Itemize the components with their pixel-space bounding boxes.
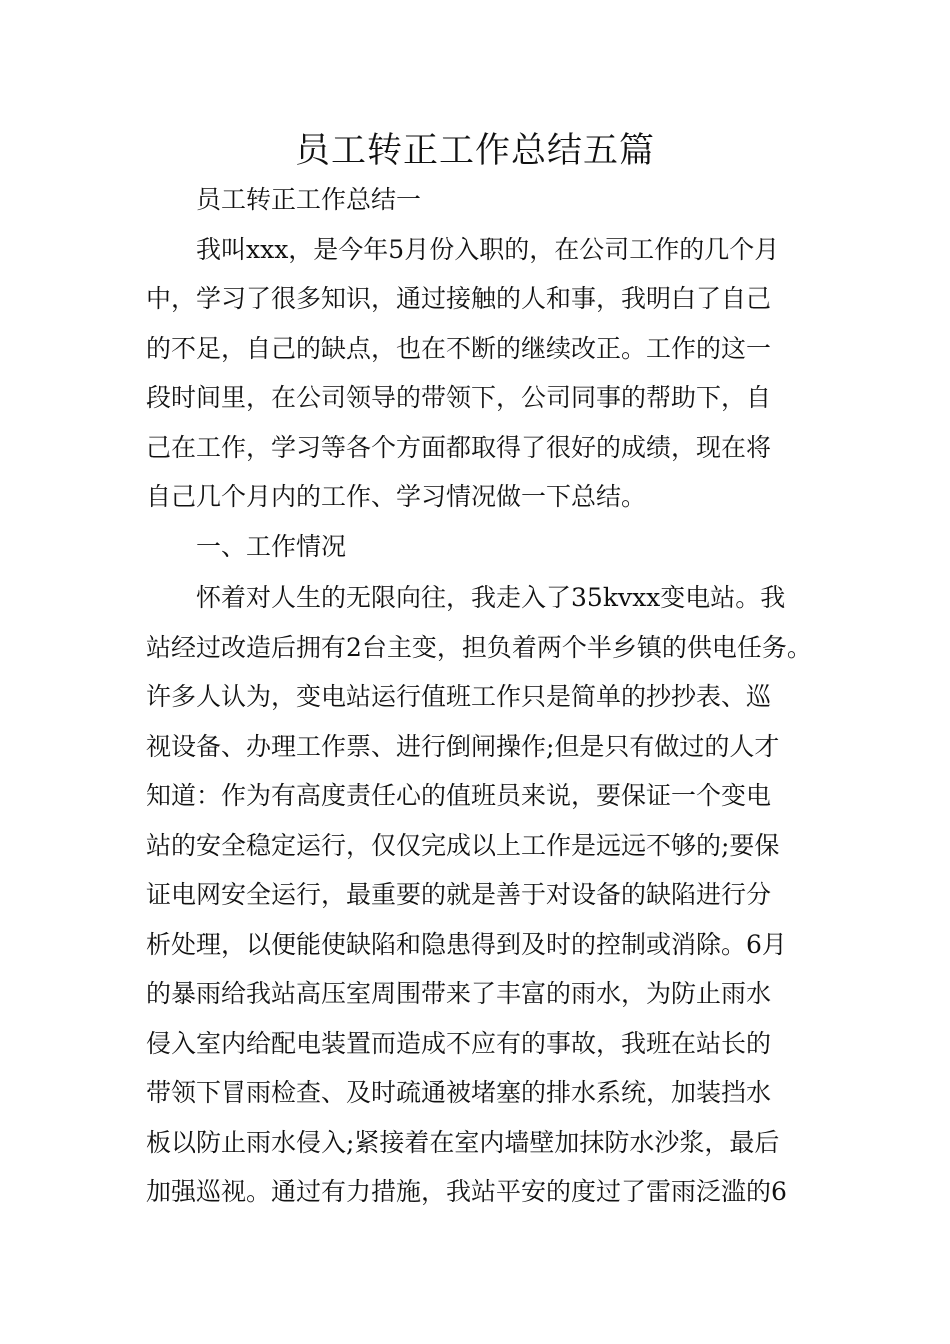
paragraph-line: 站经过改造后拥有2台主变，担负着两个半乡镇的供电任务。 xyxy=(146,633,812,662)
paragraph-line: 站的安全稳定运行，仅仅完成以上工作是远远不够的;要保 xyxy=(146,831,780,860)
paragraph-line: 析处理，以便能使缺陷和隐患得到及时的控制或消除。6月 xyxy=(146,930,787,959)
paragraph-line: 中，学习了很多知识，通过接触的人和事，我明白了自己 xyxy=(146,284,772,313)
paragraph-line: 知道：作为有高度责任心的值班员来说，要保证一个变电 xyxy=(146,781,772,810)
paragraph-line: 我叫xxx，是今年5月份入职的，在公司工作的几个月 xyxy=(196,235,780,264)
section-heading-1: 员工转正工作总结一 xyxy=(196,185,422,214)
paragraph-line: 证电网安全运行，最重要的就是善于对设备的缺陷进行分 xyxy=(146,880,772,909)
document-title: 员工转正工作总结五篇 xyxy=(294,131,655,171)
paragraph-line: 段时间里，在公司领导的带领下，公司同事的帮助下，自 xyxy=(146,383,772,412)
paragraph-line: 自己几个月内的工作、学习情况做一下总结。 xyxy=(146,482,647,511)
paragraph-line: 许多人认为，变电站运行值班工作只是简单的抄抄表、巡 xyxy=(146,682,772,711)
paragraph-line: 己在工作，学习等各个方面都取得了很好的成绩，现在将 xyxy=(146,433,772,462)
paragraph-line: 的不足，自己的缺点，也在不断的继续改正。工作的这一 xyxy=(146,334,772,363)
paragraph-line: 加强巡视。通过有力措施，我站平安的度过了雷雨泛滥的6 xyxy=(146,1177,787,1206)
paragraph-line: 的暴雨给我站高压室周围带来了丰富的雨水，为防止雨水 xyxy=(146,979,772,1008)
paragraph-line: 带领下冒雨检查、及时疏通被堵塞的排水系统，加装挡水 xyxy=(146,1078,772,1107)
section-heading-2: 一、工作情况 xyxy=(196,532,347,561)
paragraph-line: 怀着对人生的无限向往，我走入了35kvxx变电站。我 xyxy=(196,583,786,612)
paragraph-line: 板以防止雨水侵入;紧接着在室内墙壁加抹防水沙浆，最后 xyxy=(146,1128,780,1157)
paragraph-line: 侵入室内给配电装置而造成不应有的事故，我班在站长的 xyxy=(146,1029,772,1058)
paragraph-line: 视设备、办理工作票、进行倒闸操作;但是只有做过的人才 xyxy=(146,732,780,761)
